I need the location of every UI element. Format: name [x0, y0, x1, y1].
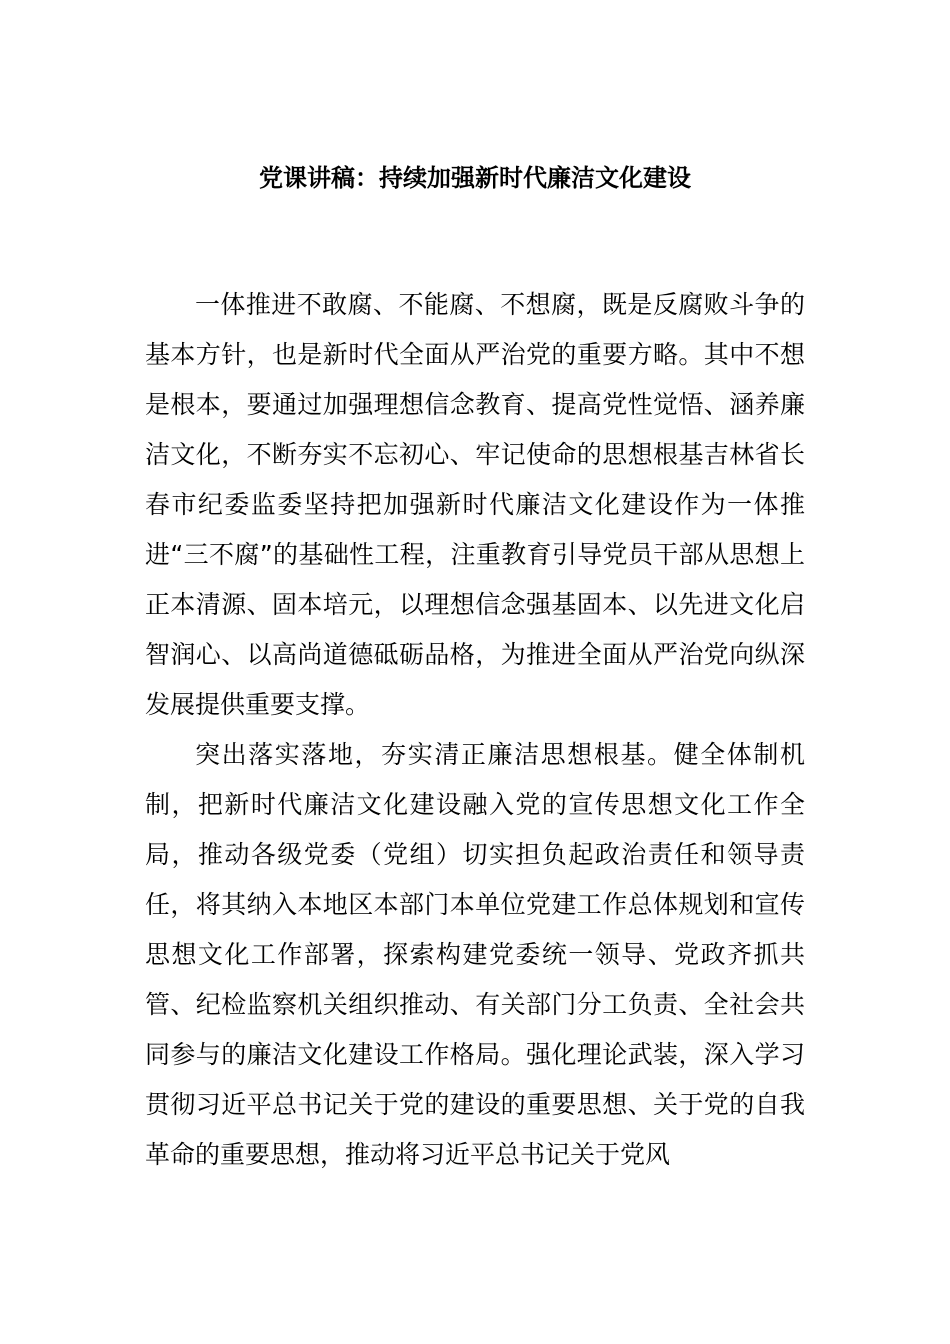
paragraph-1: 一体推进不敢腐、不能腐、不想腐，既是反腐败斗争的基本方针，也是新时代全面从严治党的重要方略。其中不想是根本，要通过加强理想信念教育、提高党性觉悟、涵养廉洁文化，不断夯实不忘初心、牢记使命的思想根基吉林省长春市纪委监委坚持把加强新时代廉洁文化建设作为一体推进“三不腐”的基础性工程，注重教育引导党员干部从思想上正本清源、固本培元，以理想信念强基固本、以先进文化启智润心、以高尚道德砥砺品格，为推进全面从严治党向纵深发展提供重要支撑。	[145, 290, 805, 719]
document-body	[145, 280, 805, 1180]
paragraph-2: 突出落实落地，夯实清正廉洁思想根基。健全体制机制，把新时代廉洁文化建设融入党的宣传思想文化工作全局，推动各级党委（党组）切实担负起政治责任和领导责任，将其纳入本地区本部门本单位党建工作总体规划和宣传思想文化工作部署，探索构建党委统一领导、党政齐抓共管、纪检监察机关组织推动、有关部门分工负责、全社会共同参与的廉洁文化建设工作格局。强化理论武装，深入学习贯彻习近平总书记关于党的建设的重要思想、关于党的自我革命的重要思想，推动将习近平总书记关于党风	[145, 740, 805, 1169]
document-title: 党课讲稿：持续加强新时代廉洁文化建设	[259, 164, 691, 192]
